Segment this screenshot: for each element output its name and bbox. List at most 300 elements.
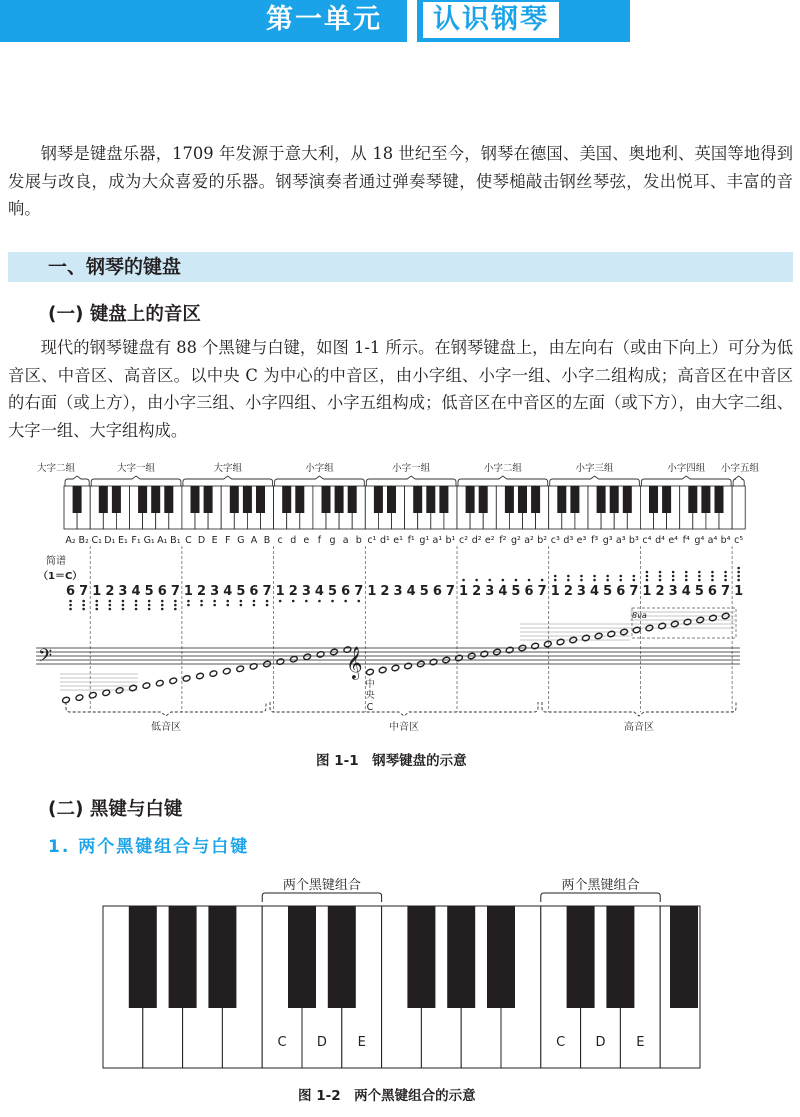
staff-note bbox=[156, 680, 165, 687]
black-key bbox=[426, 486, 435, 513]
octave-dot bbox=[724, 575, 727, 578]
jianpu-digit: 7 bbox=[262, 584, 272, 599]
octave-dot bbox=[148, 604, 151, 607]
note-name: f¹ bbox=[407, 535, 415, 546]
octave-dot bbox=[619, 579, 622, 582]
jianpu-digit: 6 bbox=[341, 584, 351, 599]
staff-note bbox=[75, 694, 84, 701]
jianpu-digit: 7 bbox=[537, 584, 547, 599]
white-key-label: D bbox=[595, 1035, 606, 1050]
staff-note bbox=[531, 642, 540, 649]
note-name: e³ bbox=[576, 535, 587, 546]
octave-dot bbox=[69, 600, 72, 603]
octave-dot bbox=[187, 600, 190, 603]
jianpu-digit: 4 bbox=[314, 584, 324, 599]
black-key bbox=[570, 486, 579, 513]
octave-dot bbox=[646, 575, 649, 578]
octave-dot bbox=[685, 571, 688, 574]
octave-dot bbox=[109, 608, 112, 611]
unit-label: 第一单元 bbox=[266, 4, 382, 35]
jianpu-digit: 1 bbox=[734, 584, 744, 599]
note-name: A bbox=[250, 535, 258, 546]
octave-dot bbox=[711, 579, 714, 582]
octave-dot bbox=[633, 575, 636, 578]
octave-dot bbox=[122, 604, 125, 607]
subsection-title: (一) 键盘上的音区 bbox=[48, 304, 201, 325]
black-key bbox=[208, 906, 236, 1008]
group-bracket bbox=[262, 893, 381, 902]
jianpu-digit: 1 bbox=[92, 584, 102, 599]
note-name: A₂ bbox=[65, 535, 76, 546]
note-name: e bbox=[303, 535, 310, 546]
black-key bbox=[328, 906, 356, 1008]
middle-c-label-3: C bbox=[366, 702, 374, 713]
register-brace bbox=[270, 702, 538, 716]
jianpu-digit: 6 bbox=[66, 584, 76, 599]
note-name: F₁ bbox=[131, 535, 141, 546]
staff-note bbox=[505, 646, 514, 653]
jianpu-digit: 6 bbox=[157, 584, 167, 599]
octave-dot bbox=[737, 571, 740, 574]
black-key bbox=[447, 906, 475, 1008]
note-name: b² bbox=[537, 535, 548, 546]
black-key bbox=[597, 486, 606, 513]
note-name: c³ bbox=[550, 535, 560, 546]
octave-dot bbox=[200, 604, 203, 607]
note-name: d bbox=[290, 535, 297, 546]
two-black-keys-figure bbox=[0, 868, 800, 1078]
jianpu-digit: 2 bbox=[105, 584, 115, 599]
black-key bbox=[413, 486, 422, 513]
note-name: B₂ bbox=[78, 535, 89, 546]
jianpu-digit: 4 bbox=[681, 584, 691, 599]
ledger-lines-low bbox=[60, 674, 138, 690]
octave-dot bbox=[226, 604, 229, 607]
black-key bbox=[407, 906, 435, 1008]
middle-c-label-1: 中 bbox=[365, 679, 375, 690]
jianpu-key-label: （1＝C） bbox=[38, 571, 83, 582]
white-key-label: E bbox=[357, 1035, 366, 1050]
note-name: d⁴ bbox=[655, 535, 665, 546]
octave-dot bbox=[541, 579, 544, 582]
staff-note bbox=[115, 687, 124, 694]
black-key bbox=[466, 486, 475, 513]
staff-note bbox=[169, 677, 178, 684]
octave-dot bbox=[109, 600, 112, 603]
octave-dot bbox=[95, 608, 98, 611]
note-name: d² bbox=[471, 535, 482, 546]
black-key bbox=[688, 486, 697, 513]
black-key bbox=[191, 486, 200, 513]
staff-note bbox=[89, 692, 98, 699]
unit-topic: 认识钢琴 bbox=[423, 2, 559, 38]
note-name: f⁴ bbox=[682, 535, 690, 546]
octave-dot bbox=[502, 579, 505, 582]
octave-dot bbox=[266, 600, 269, 603]
staff-note bbox=[290, 656, 299, 663]
note-name: d¹ bbox=[380, 535, 390, 546]
octave-dot bbox=[672, 571, 675, 574]
jianpu-digit: 3 bbox=[576, 584, 586, 599]
note-name: d³ bbox=[563, 535, 574, 546]
staff-note bbox=[658, 622, 667, 629]
black-key bbox=[479, 486, 488, 513]
octave-dot bbox=[82, 600, 85, 603]
staff-note bbox=[683, 618, 692, 625]
staff-note bbox=[480, 650, 489, 657]
staff-note bbox=[709, 614, 718, 621]
group-label: 小字二组 bbox=[483, 463, 522, 474]
jianpu-digit: 4 bbox=[223, 584, 233, 599]
staff-note bbox=[366, 668, 375, 675]
jianpu-digit: 7 bbox=[354, 584, 364, 599]
jianpu-digit: 6 bbox=[524, 584, 534, 599]
note-name: F bbox=[225, 535, 231, 546]
register-brace bbox=[542, 702, 736, 716]
staff-note bbox=[544, 640, 553, 647]
jianpu-digit: 4 bbox=[406, 584, 416, 599]
jianpu-digit: 2 bbox=[563, 584, 573, 599]
note-name: c¹ bbox=[367, 535, 377, 546]
staff-note bbox=[404, 662, 413, 669]
group-bracket bbox=[641, 476, 731, 486]
unit-banner bbox=[0, 0, 800, 42]
jianpu-digit: 1 bbox=[459, 584, 469, 599]
octave-dot bbox=[148, 600, 151, 603]
octave-dot bbox=[109, 604, 112, 607]
octave-dot bbox=[567, 579, 570, 582]
octave-dot bbox=[554, 579, 557, 582]
black-key bbox=[256, 486, 265, 513]
octave-dot bbox=[724, 571, 727, 574]
note-name: a³ bbox=[615, 535, 626, 546]
jianpu-digit: 6 bbox=[616, 584, 626, 599]
group-bracket bbox=[541, 893, 660, 902]
note-name: a² bbox=[524, 535, 534, 546]
black-key bbox=[295, 486, 304, 513]
octave-dot bbox=[95, 600, 98, 603]
white-key-label: D bbox=[316, 1035, 327, 1050]
note-name: g¹ bbox=[419, 535, 430, 546]
staff-note bbox=[556, 638, 565, 645]
bass-clef-icon: 𝄢 bbox=[38, 646, 53, 671]
black-key bbox=[531, 486, 540, 513]
figure-1-2-caption: 图 1-2 两个黑键组合的示意 bbox=[298, 1088, 476, 1104]
jianpu-digit: 1 bbox=[183, 584, 193, 599]
jianpu-digit: 1 bbox=[550, 584, 560, 599]
staff-note bbox=[223, 668, 232, 675]
black-key bbox=[567, 906, 595, 1008]
jianpu-digit: 2 bbox=[197, 584, 207, 599]
group-label: 大字二组 bbox=[36, 463, 76, 474]
octave-dot bbox=[135, 604, 138, 607]
octave-dot bbox=[122, 600, 125, 603]
white-key bbox=[732, 486, 745, 529]
octave-dot bbox=[226, 600, 229, 603]
group-label: 小字四组 bbox=[667, 463, 706, 474]
register-label: 低音区 bbox=[151, 722, 181, 732]
jianpu-digit: 5 bbox=[694, 584, 704, 599]
note-name: a⁴ bbox=[707, 535, 718, 546]
black-key bbox=[335, 486, 344, 513]
octave-dot bbox=[240, 600, 243, 603]
octave-dot bbox=[135, 600, 138, 603]
octave-dot bbox=[567, 575, 570, 578]
group-label: 小字一组 bbox=[392, 463, 431, 474]
black-key bbox=[518, 486, 527, 513]
note-name: G₁ bbox=[143, 535, 155, 546]
jianpu-digit: 3 bbox=[118, 584, 128, 599]
jianpu-digit: 7 bbox=[79, 584, 89, 599]
jianpu-digit: 5 bbox=[419, 584, 429, 599]
note-name: c bbox=[277, 535, 283, 546]
jianpu-digit: 6 bbox=[249, 584, 259, 599]
note-name: e¹ bbox=[393, 535, 403, 546]
jianpu-digit: 3 bbox=[393, 584, 403, 599]
note-name: b⁴ bbox=[720, 535, 731, 546]
staff-note bbox=[236, 665, 245, 672]
note-name: G bbox=[237, 535, 245, 546]
black-key bbox=[230, 486, 239, 513]
white-key-label: C bbox=[556, 1035, 566, 1050]
middle-c-label-2: 央 bbox=[365, 690, 375, 701]
group-bracket bbox=[183, 476, 273, 486]
figure-1-1-caption: 图 1-1 钢琴键盘的示意 bbox=[316, 753, 467, 769]
note-name: g⁴ bbox=[694, 535, 705, 546]
staff-note bbox=[632, 626, 641, 633]
black-key bbox=[151, 486, 160, 513]
group-label: 两个黑键组合 bbox=[282, 878, 361, 893]
group-label: 大字一组 bbox=[117, 463, 156, 474]
note-name: a bbox=[342, 535, 349, 546]
black-key bbox=[606, 906, 634, 1008]
octave-dot bbox=[357, 600, 360, 603]
section-heading: 一、钢琴的键盘 bbox=[48, 256, 182, 278]
group-label: 大字组 bbox=[213, 463, 243, 474]
note-name: c⁵ bbox=[734, 535, 744, 546]
note-name: b¹ bbox=[445, 535, 456, 546]
octave-dot bbox=[698, 579, 701, 582]
note-name: e² bbox=[484, 535, 495, 546]
octave-dot bbox=[318, 600, 321, 603]
octave-dot bbox=[344, 600, 347, 603]
black-key bbox=[169, 906, 197, 1008]
note-name: A₁ bbox=[157, 535, 168, 546]
black-key bbox=[439, 486, 448, 513]
treble-clef-icon: 𝄞 bbox=[346, 646, 363, 679]
octave-dot bbox=[685, 575, 688, 578]
black-key bbox=[288, 906, 316, 1008]
staff-note bbox=[455, 654, 464, 661]
staff-note bbox=[142, 682, 151, 689]
black-key bbox=[487, 906, 515, 1008]
octave-dot bbox=[213, 600, 216, 603]
subsection-title-2: (二) 黑键与白键 bbox=[48, 799, 183, 820]
jianpu-digit: 7 bbox=[629, 584, 639, 599]
black-key bbox=[322, 486, 331, 513]
octave-dot bbox=[213, 604, 216, 607]
octave-dot bbox=[331, 600, 334, 603]
octave-dot bbox=[528, 579, 531, 582]
jianpu-digit: 3 bbox=[668, 584, 678, 599]
octave-dot bbox=[606, 579, 609, 582]
jianpu-digit: 1 bbox=[275, 584, 285, 599]
register-brace bbox=[66, 702, 266, 716]
octave-dot bbox=[646, 579, 649, 582]
octave-dot bbox=[580, 579, 583, 582]
octave-dot bbox=[279, 600, 282, 603]
jianpu-digit: 6 bbox=[432, 584, 442, 599]
octave-dot bbox=[724, 579, 727, 582]
note-name: D bbox=[197, 535, 206, 546]
note-name: C₁ bbox=[91, 535, 102, 546]
jianpu-digit: 2 bbox=[288, 584, 298, 599]
black-key bbox=[164, 486, 173, 513]
staff-note bbox=[182, 675, 191, 682]
group-label: 小字组 bbox=[305, 463, 334, 474]
staff-note bbox=[582, 634, 591, 641]
note-name: B₁ bbox=[170, 535, 181, 546]
jianpu-digit: 3 bbox=[485, 584, 495, 599]
octave-dot bbox=[685, 579, 688, 582]
black-key bbox=[138, 486, 147, 513]
black-key bbox=[348, 486, 357, 513]
octave-dot bbox=[659, 575, 662, 578]
note-name: E₁ bbox=[118, 535, 128, 546]
octave-dot bbox=[148, 608, 151, 611]
octave-dot bbox=[95, 604, 98, 607]
staff-note bbox=[607, 630, 616, 637]
jianpu-digit: 5 bbox=[603, 584, 613, 599]
black-key bbox=[243, 486, 252, 513]
black-key bbox=[112, 486, 121, 513]
jianpu-digit: 2 bbox=[655, 584, 665, 599]
octave-dot bbox=[711, 575, 714, 578]
octave-dot bbox=[240, 604, 243, 607]
ottava-mark: 8va bbox=[632, 611, 647, 620]
octave-dot bbox=[488, 579, 491, 582]
octave-dot bbox=[305, 600, 308, 603]
octave-dot bbox=[711, 571, 714, 574]
staff-note bbox=[196, 672, 205, 679]
black-key bbox=[204, 486, 213, 513]
octave-dot bbox=[475, 579, 478, 582]
black-key bbox=[99, 486, 108, 513]
octave-dot bbox=[737, 579, 740, 582]
octave-dot bbox=[698, 571, 701, 574]
octave-dot bbox=[266, 604, 269, 607]
octave-dot bbox=[646, 571, 649, 574]
jianpu-digit: 1 bbox=[367, 584, 377, 599]
jianpu-digit: 5 bbox=[144, 584, 154, 599]
black-key bbox=[701, 486, 710, 513]
note-name: b³ bbox=[628, 535, 639, 546]
note-name: a¹ bbox=[432, 535, 443, 546]
black-key bbox=[73, 486, 82, 513]
octave-dot bbox=[174, 604, 177, 607]
octave-dot bbox=[619, 575, 622, 578]
group-bracket bbox=[550, 476, 640, 486]
octave-dot bbox=[515, 579, 518, 582]
octave-dot bbox=[737, 575, 740, 578]
octave-dot bbox=[253, 600, 256, 603]
note-name: C bbox=[185, 535, 192, 546]
octave-dot bbox=[462, 579, 465, 582]
note-name: g² bbox=[511, 535, 521, 546]
black-key bbox=[623, 486, 632, 513]
jianpu-digit: 1 bbox=[642, 584, 652, 599]
octave-dot bbox=[672, 575, 675, 578]
jianpu-digit: 7 bbox=[721, 584, 731, 599]
black-key bbox=[557, 486, 566, 513]
piano-keyboard-figure bbox=[0, 462, 800, 732]
note-name: B bbox=[263, 535, 271, 546]
jianpu-digit: 4 bbox=[590, 584, 600, 599]
octave-dot bbox=[135, 608, 138, 611]
octave-dot bbox=[161, 604, 164, 607]
octave-dot bbox=[292, 600, 295, 603]
jianpu-digit: 7 bbox=[445, 584, 455, 599]
note-name: c² bbox=[459, 535, 469, 546]
octave-dot bbox=[672, 579, 675, 582]
octave-dot bbox=[161, 600, 164, 603]
note-name: f³ bbox=[590, 535, 599, 546]
octave-dot bbox=[659, 579, 662, 582]
white-key-label: C bbox=[277, 1035, 287, 1050]
note-name: E bbox=[211, 535, 218, 546]
octave-dot bbox=[593, 575, 596, 578]
octave-dot bbox=[633, 579, 636, 582]
jianpu-digit: 2 bbox=[380, 584, 390, 599]
octave-dot bbox=[174, 608, 177, 611]
octave-dot bbox=[554, 575, 557, 578]
black-key bbox=[715, 486, 724, 513]
group-label: 小字五组 bbox=[720, 463, 760, 474]
black-key bbox=[662, 486, 671, 513]
octave-dot bbox=[174, 600, 177, 603]
jianpu-digit: 5 bbox=[236, 584, 246, 599]
jianpu-digit: 4 bbox=[498, 584, 508, 599]
banner-separator bbox=[407, 0, 417, 42]
section-heading-bar bbox=[8, 252, 793, 282]
black-key bbox=[505, 486, 514, 513]
group-bracket bbox=[65, 476, 89, 486]
note-name: D₁ bbox=[104, 535, 116, 546]
staff-note bbox=[391, 664, 400, 671]
black-key bbox=[374, 486, 383, 513]
white-key-label: E bbox=[636, 1035, 645, 1050]
note-name: g³ bbox=[602, 535, 613, 546]
note-name: b bbox=[355, 535, 362, 546]
jianpu-digit: 6 bbox=[707, 584, 717, 599]
jianpu-digit: 3 bbox=[210, 584, 220, 599]
register-label: 高音区 bbox=[624, 722, 654, 732]
register-label: 中音区 bbox=[389, 722, 419, 732]
staff-note bbox=[303, 653, 312, 660]
black-key bbox=[610, 486, 619, 513]
octave-dot bbox=[82, 604, 85, 607]
octave-dot bbox=[580, 575, 583, 578]
group-bracket bbox=[733, 476, 744, 486]
jianpu-digit: 5 bbox=[328, 584, 338, 599]
jianpu-digit: 2 bbox=[472, 584, 482, 599]
group-label: 两个黑键组合 bbox=[561, 878, 640, 893]
group-label: 小字三组 bbox=[575, 463, 614, 474]
staff-note bbox=[378, 666, 387, 673]
group-bracket bbox=[458, 476, 548, 486]
octave-dot bbox=[122, 608, 125, 611]
octave-dot bbox=[659, 571, 662, 574]
